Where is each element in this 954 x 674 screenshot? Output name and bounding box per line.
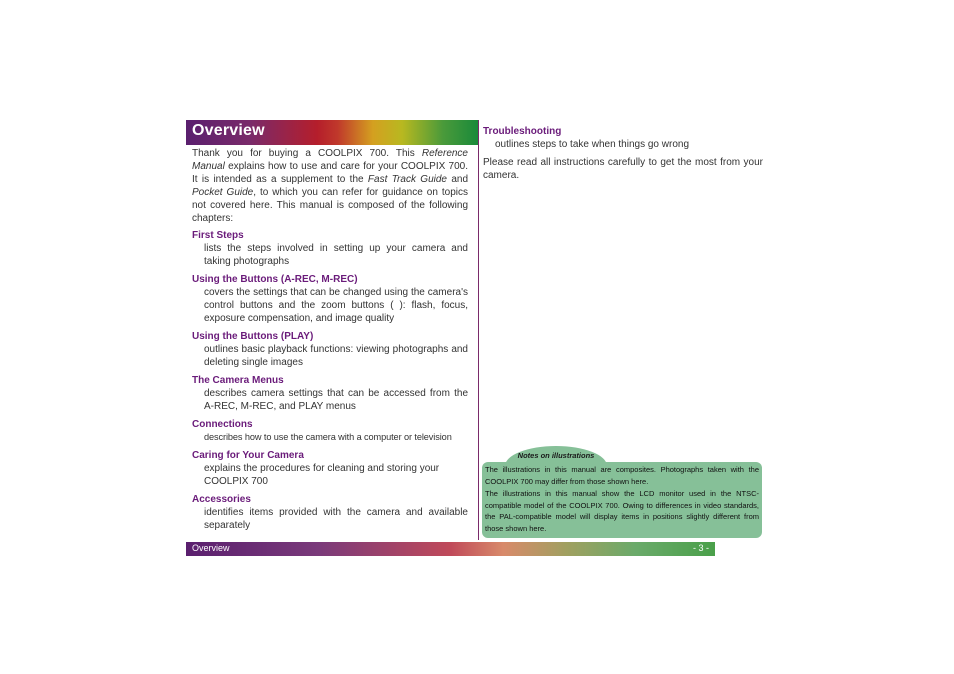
chapter-heading: Connections [192, 419, 253, 430]
chapter-camera-menus [192, 374, 468, 413]
chapter-using-buttons-rec [192, 273, 468, 325]
chapter-first-steps [192, 229, 468, 268]
chapter-connections [192, 418, 468, 444]
chapter-caring [192, 449, 468, 488]
chapter-heading: Using the Buttons (A-REC, M-REC) [192, 274, 358, 285]
chapter-heading: Using the Buttons (PLAY) [192, 331, 314, 342]
intro-text-2: explains how to use and care for your COOLPIX 700. It is intended as a supplement to the [192, 161, 468, 185]
chapter-description: covers the settings that can be changed using the camera's control buttons and the zoom buttons ( ): flash, focus, exposure compensation, and image quality [204, 287, 468, 324]
troubleshooting-description: outlines steps to take when things go wrong [495, 139, 690, 150]
intro-text-4: , to which you can refer for guidance on topics not covered here. This manual is composed of the following chapters: [192, 187, 468, 224]
notes-box [482, 462, 762, 538]
chapter-description: explains the procedures for cleaning and storing your COOLPIX 700 [204, 463, 440, 487]
chapter-accessories [192, 493, 468, 532]
chapter-heading: Accessories [192, 494, 251, 505]
chapter-description: lists the steps involved in setting up your camera and taking photographs [204, 243, 468, 267]
left-column [192, 147, 468, 537]
column-divider [478, 120, 479, 540]
chapter-description: describes how to use the camera with a computer or television [204, 432, 452, 442]
page-number: - 3 - [692, 543, 709, 553]
fast-track-guide-title: Fast Track Guide [367, 174, 447, 185]
notes-title: Notes on illustrations [517, 451, 595, 460]
notes-text [485, 464, 759, 535]
notes-paragraph: The illustrations in this manual are composites. Photographs taken with the COOLPIX 700 may differ from those shown here. [485, 465, 759, 486]
chapter-heading: Caring for Your Camera [192, 450, 304, 461]
intro-paragraph [192, 147, 468, 225]
intro-text-3: and [446, 174, 469, 185]
chapter-heading: First Steps [192, 230, 244, 241]
footer-bar [186, 542, 715, 556]
chapter-description: describes camera settings that can be accessed from the A-REC, M-REC, and PLAY menus [204, 388, 468, 412]
chapter-using-buttons-play [192, 330, 468, 369]
notes-paragraph: The illustrations in this manual show the LCD monitor used in the NTSC-compatible model of the COOLPIX 700. Owing to differences in video standards, the PAL-compatible model will display items in positions slightly different from those shown here. [485, 489, 759, 533]
footer-section-label: Overview [192, 543, 230, 553]
pocket-guide-title: Pocket Guide [192, 187, 254, 198]
title-banner [186, 120, 478, 145]
chapter-description: identifies items provided with the camera and available separately [204, 507, 468, 531]
troubleshooting-heading: Troubleshooting [483, 126, 562, 137]
right-column [483, 125, 763, 182]
chapter-description: outlines basic playback functions: viewing photographs and deleting single images [204, 344, 468, 368]
read-instructions-paragraph: Please read all instructions carefully to get the most from your camera. [483, 157, 763, 181]
chapter-heading: The Camera Menus [192, 375, 284, 386]
page-title: Overview [192, 122, 265, 139]
intro-text-1: Thank you for buying a COOLPIX 700. This [192, 148, 422, 159]
reference-manual-title: Reference Manual [192, 148, 468, 172]
